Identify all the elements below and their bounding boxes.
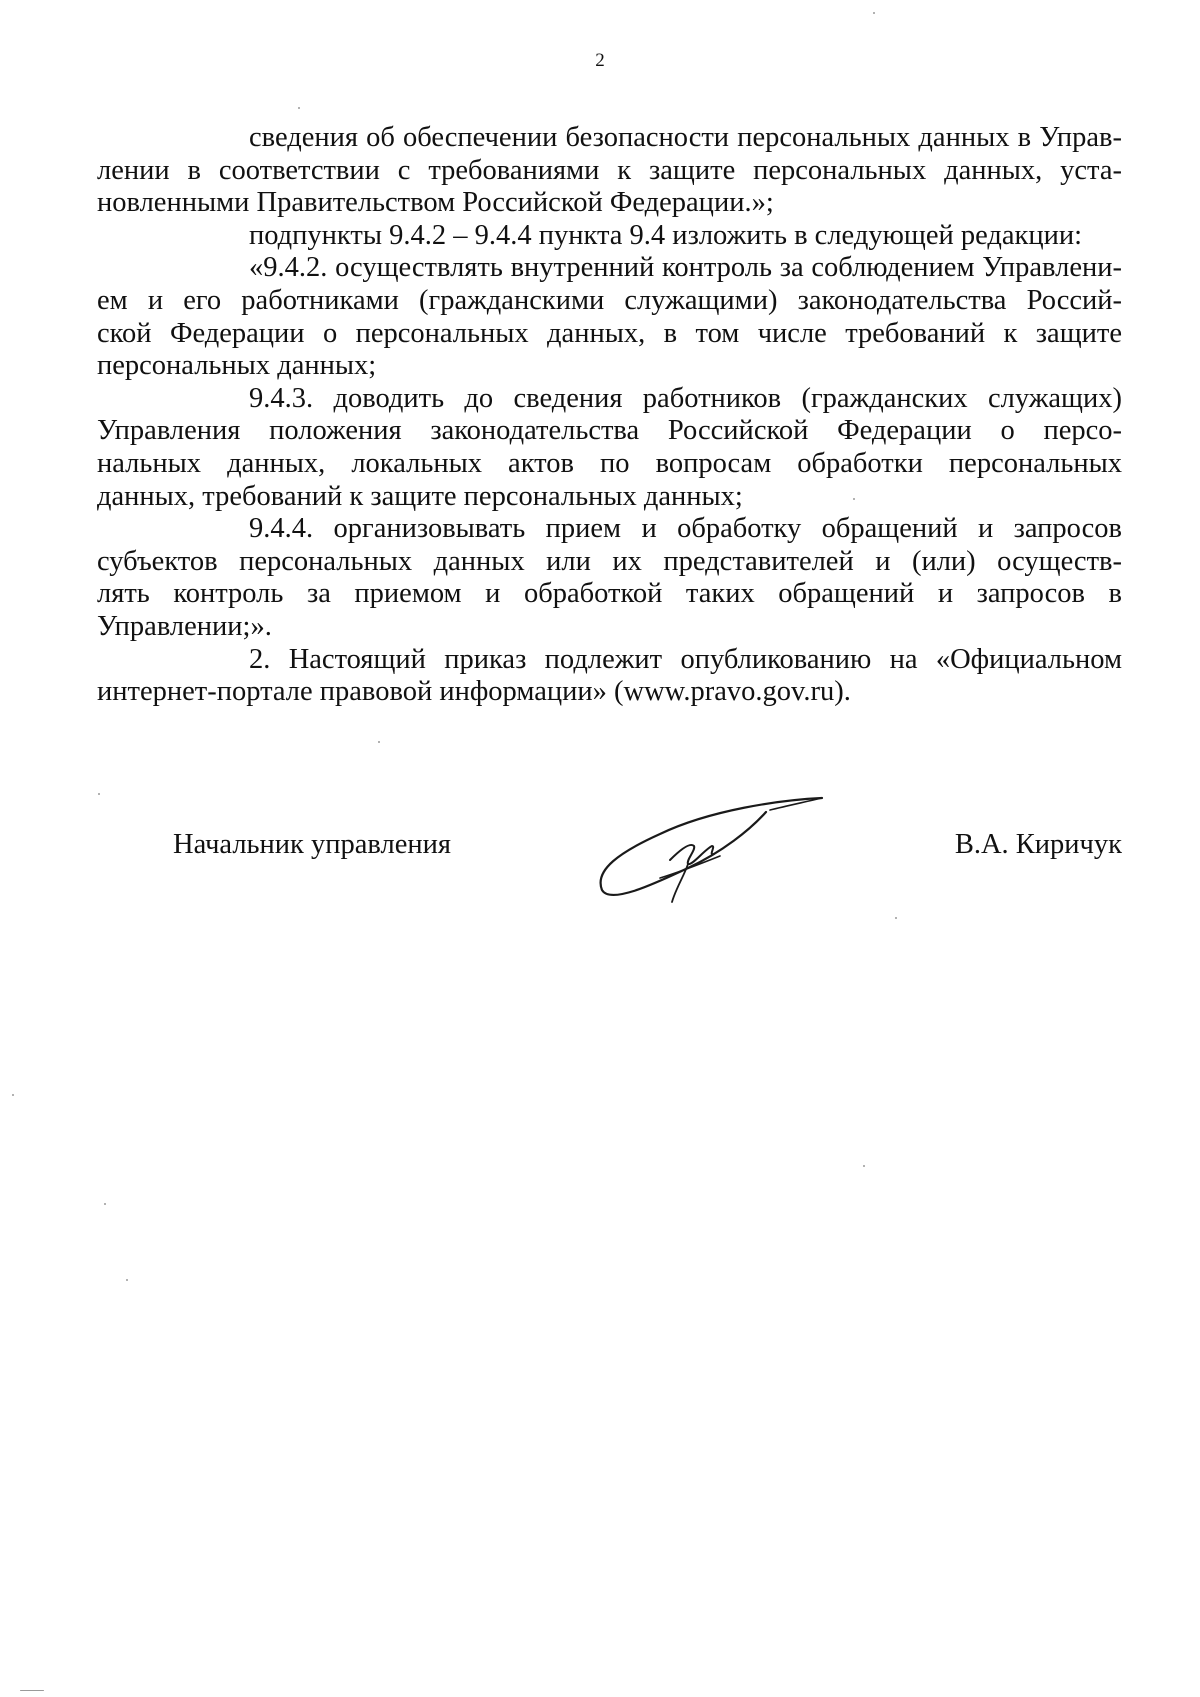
scan-artifact — [873, 12, 875, 14]
scan-artifact — [895, 917, 897, 919]
text-line: персональных данных; — [97, 350, 377, 382]
text-line: данных, требований к защите персональных данных; — [97, 480, 743, 512]
text-line: лении в соответствии с требованиями к защите персональных данных, уста- — [97, 154, 1122, 186]
paragraph-item-9-4-3 — [97, 382, 1122, 513]
text-line: 9.4.4. организовывать прием и обработку обращений и запросов — [249, 513, 1122, 545]
text-line: Управления положения законодательства Российской Федерации о персо- — [97, 415, 1122, 447]
paragraph-subitems-intro — [173, 220, 1122, 253]
text-line: интернет-портале правовой информации» (www.pravo.gov.ru). — [97, 676, 851, 708]
handwritten-signature-icon — [590, 790, 830, 910]
scan-artifact — [12, 1094, 14, 1096]
paragraph-publication — [97, 643, 1122, 709]
text-line: нальных данных, локальных актов по вопросам обработки персональных — [97, 447, 1122, 479]
paragraph-item-9-4-2 — [97, 252, 1122, 382]
scan-artifact — [98, 793, 100, 795]
scan-artifact — [104, 1203, 106, 1205]
text-line: 2. Настоящий приказ подлежит опубликованию на «Официальном — [249, 643, 1122, 675]
text-line: Управлении;». — [97, 610, 272, 642]
signer-name: В.А. Киричук — [954, 829, 1122, 860]
paragraph-security-info — [97, 122, 1122, 220]
text-line: подпункты 9.4.2 – 9.4.4 пункта 9.4 изложить в следующей редакции: — [249, 219, 1083, 251]
scan-artifact — [853, 498, 855, 500]
text-line: субъектов персональных данных или их представителей и (или) осуществ- — [97, 545, 1122, 577]
signer-position: Начальник управления — [173, 829, 451, 860]
text-line: сведения об обеспечении безопасности персональных данных в Управ- — [249, 122, 1122, 153]
text-line: «9.4.2. осуществлять внутренний контроль за соблюдением Управлени- — [249, 252, 1122, 284]
scan-artifact — [378, 741, 380, 743]
text-line: новленными Правительством Российской Федерации.»; — [97, 187, 774, 219]
scan-artifact — [863, 1165, 865, 1167]
paragraph-item-9-4-4 — [97, 513, 1122, 643]
page-number: 2 — [595, 50, 605, 71]
scan-artifact — [20, 1690, 44, 1691]
text-line: ем и его работниками (гражданскими служащими) законодательства Россий- — [97, 284, 1122, 316]
document-body — [97, 122, 1122, 709]
text-line: лять контроль за приемом и обработкой таких обращений и запросов в — [97, 578, 1122, 610]
scan-artifact — [126, 1279, 128, 1281]
scan-artifact — [298, 107, 300, 109]
text-line: ской Федерации о персональных данных, в том числе требований к защите — [97, 317, 1122, 349]
text-line: 9.4.3. доводить до сведения работников (гражданских служащих) — [249, 382, 1122, 414]
